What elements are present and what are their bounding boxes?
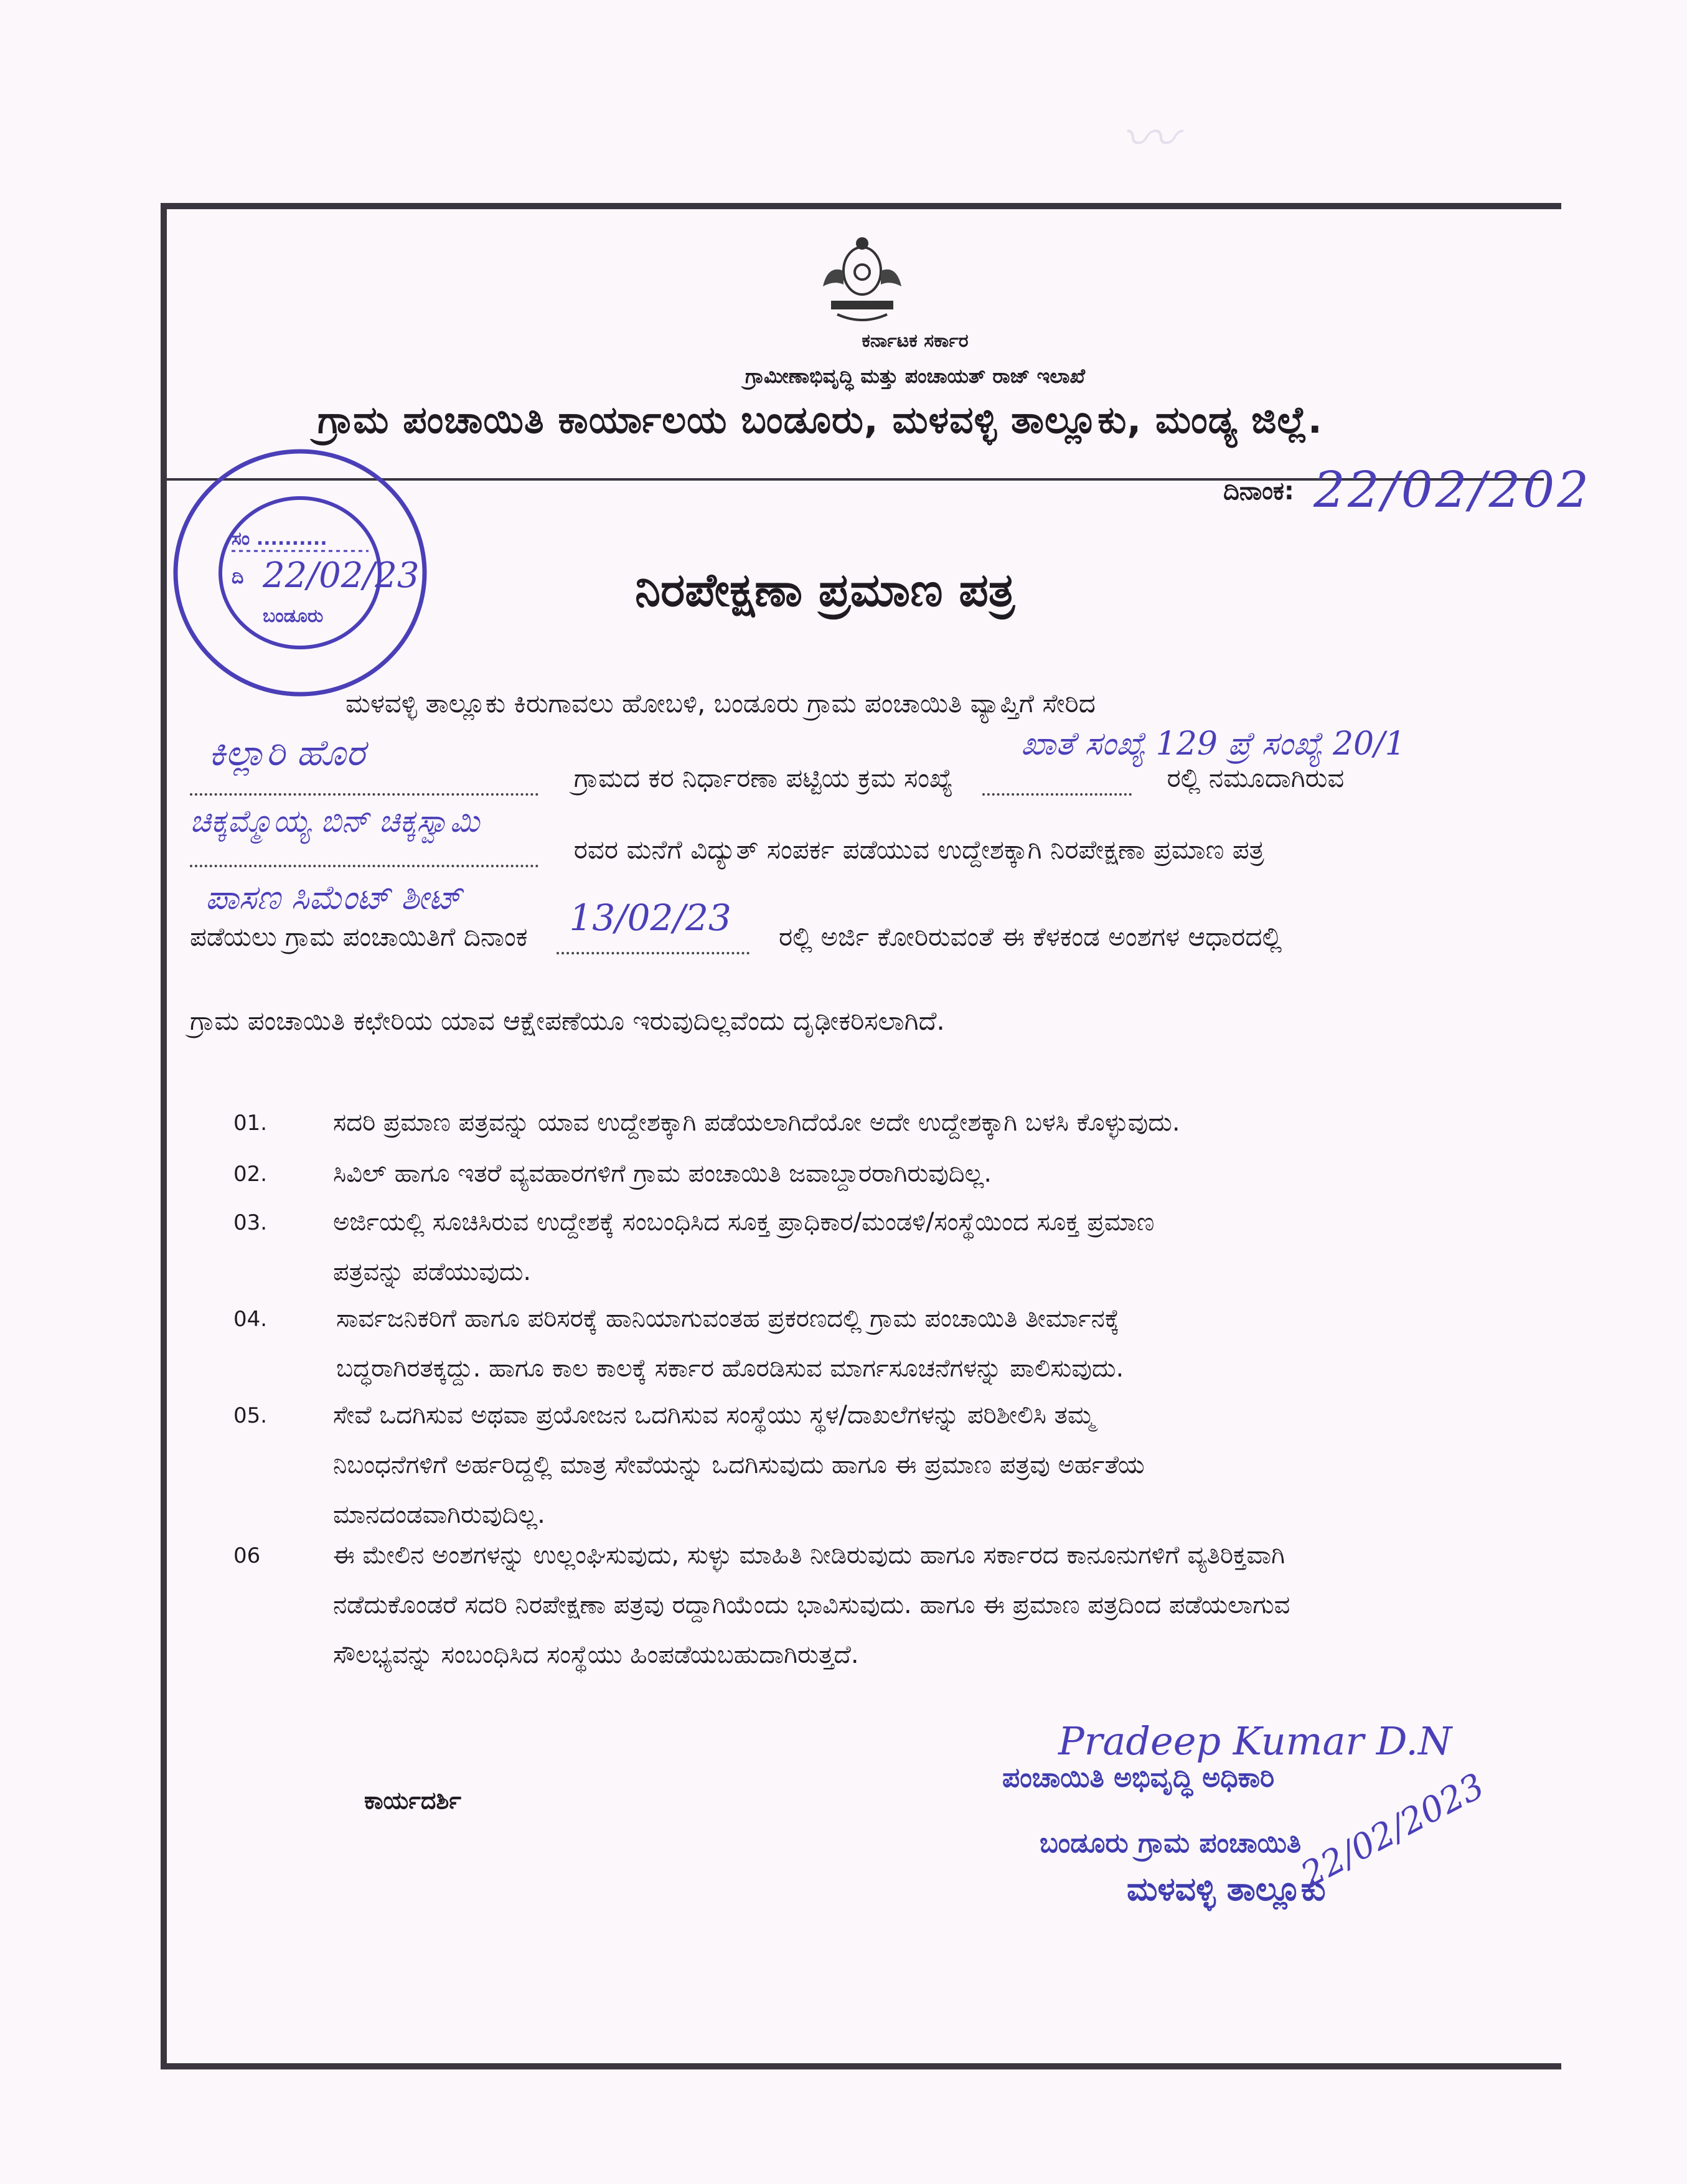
stamp-ref-label: ಸಂ — [232, 528, 250, 550]
department-name: ಗ್ರಾಮೀಣಾಭಿವೃದ್ಧಿ ಮತ್ತು ಪಂಚಾಯತ್ ರಾಜ್ ಇಲಾಖೆ — [745, 364, 1086, 388]
condition-text: ನಡೆದುಕೊಂಡರೆ ಸದರಿ ನಿರಪೇಕ್ಷಣಾ ಪತ್ರವು ರದ್ದಾಗಿಯೆಂದು ಭಾವಿಸುವುದು. ಹಾಗೂ ಈ ಪ್ರಮಾಣ ಪತ್ರದಿಂದ ಪಡೆಯಲಾಗುವ — [333, 1591, 1290, 1619]
owner-name-handwritten: ಚಿಕ್ಕಮ್ಮೊಯ್ಯ ಬಿನ್ ಚಿಕ್ಕಸ್ವಾಮಿ — [190, 803, 480, 839]
condition-number: 04. — [233, 1307, 268, 1332]
body-line-4-end: ರಲ್ಲಿ ಅರ್ಜಿ ಕೋರಿರುವಂತೆ ಈ ಕೆಳಕಂಡ ಅಂಶಗಳ ಆಧಾರದಲ್ಲಿ — [779, 921, 1282, 952]
condition-text: ಬದ್ಧರಾಗಿರತಕ್ಕದ್ದು. ಹಾಗೂ ಕಾಲ ಕಾಲಕ್ಕೆ ಸರ್ಕಾರ ಹೊರಡಿಸುವ ಮಾರ್ಗಸೂಚನೆಗಳನ್ನು ಪಾಲಿಸುವುದು. — [336, 1354, 1124, 1383]
condition-text: ಮಾನದಂಡವಾಗಿರುವುದಿಲ್ಲ. — [333, 1500, 545, 1529]
body-line-2-middle: ಗ್ರಾಮದ ಕರ ನಿರ್ಧಾರಣಾ ಪಟ್ಟಿಯ ಕ್ರಮ ಸಂಖ್ಯೆ — [573, 763, 953, 793]
stamp-date: 22/02/23 — [263, 555, 420, 596]
date-label: ದಿನಾಂಕ: — [1223, 477, 1294, 506]
body-line-5: ಗ್ರಾಮ ಪಂಚಾಯಿತಿ ಕಛೇರಿಯ ಯಾವ ಆಕ್ಷೇಪಣೆಯೂ ಇರುವುದಿಲ್ಲವೆಂದು ದೃಢೀಕರಿಸಲಾಗಿದೆ. — [190, 1005, 945, 1036]
khata-number-handwritten: ಖಾತೆ ಸಂಖ್ಯೆ 129 ಪ್ರೆ ಸಂಖ್ಯೆ 20/1 — [1021, 725, 1406, 763]
signature-seal-line-1: ಪಂಚಾಯಿತಿ ಅಭಿವೃದ್ಧಿ ಅಧಿಕಾರಿ — [1002, 1762, 1275, 1794]
condition-text: ನಿಬಂಧನೆಗಳಿಗೆ ಅರ್ಹರಿದ್ದಲ್ಲಿ ಮಾತ್ರ ಸೇವೆಯನ್ನು ಒದಗಿಸುವುದು ಹಾಗೂ ಈ ಪ್ರಮಾಣ ಪತ್ರವು ಅರ್ಹತೆಯ — [333, 1451, 1145, 1479]
condition-text: ಅರ್ಜಿಯಲ್ಲಿ ಸೂಚಿಸಿರುವ ಉದ್ದೇಶಕ್ಕೆ ಸಂಬಂಧಿಸಿದ ಸೂಕ್ತ ಪ್ರಾಧಿಕಾರ/ಮಂಡಳಿ/ಸಂಸ್ಥೆಯಿಂದ ಸೂಕ್ತ ಪ್ರಮಾಣ — [333, 1208, 1155, 1236]
stamp-place: ಬಂಡೂರು — [263, 605, 324, 627]
karnataka-emblem-icon — [809, 227, 915, 327]
bleed-through-mark: 〰 — [1121, 106, 1177, 172]
signature-seal-line-2: ಬಂಡೂರು ಗ್ರಾಮ ಪಂಚಾಯಿತಿ — [1040, 1827, 1302, 1859]
body-line-4-start: ಪಡೆಯಲು ಗ್ರಾಮ ಪಂಚಾಯಿತಿಗೆ ದಿನಾಂಕ — [190, 921, 528, 952]
secretary-label: ಕಾರ್ಯದರ್ಶಿ — [364, 1787, 461, 1814]
office-title: ಗ್ರಾಮ ಪಂಚಾಯಿತಿ ಕಾರ್ಯಾಲಯ ಬಂಡೂರು, ಮಳವಳ್ಳಿ ತಾಲ್ಲೂಕು, ಮಂಡ್ಯ ಜಿಲ್ಲೆ. — [317, 398, 1323, 442]
condition-text: ಈ ಮೇಲಿನ ಅಂಶಗಳನ್ನು ಉಲ್ಲಂಘಿಸುವುದು, ಸುಳ್ಳು ಮಾಹಿತಿ ನೀಡಿರುವುದು ಹಾಗೂ ಸರ್ಕಾರದ ಕಾನೂನುಗಳಿಗೆ ವ್ಯತಿರಿಕ್ತವಾಗಿ — [333, 1541, 1285, 1570]
signature-date-handwritten: 22/02/2023 — [1294, 1766, 1491, 1896]
condition-number: 06 — [233, 1543, 261, 1568]
condition-number: 02. — [233, 1162, 268, 1187]
signature-seal-line-3: ಮಳವಳ್ಳಿ ತಾಲ್ಲೂಕು — [1127, 1871, 1326, 1908]
condition-text: ಸೇವೆ ಒದಗಿಸುವ ಅಥವಾ ಪ್ರಯೋಜನ ಒದಗಿಸುವ ಸಂಸ್ಥೆಯು ಸ್ಥಳ/ದಾಖಲೆಗಳನ್ನು ಪರಿಶೀಲಿಸಿ ತಮ್ಮ — [333, 1401, 1095, 1429]
body-line-1: ಮಳವಳ್ಳಿ ತಾಲ್ಲೂಕು ಕಿರುಗಾವಲು ಹೋಬಳಿ, ಬಂಡೂರು ಗ್ರಾಮ ಪಂಚಾಯಿತಿ ವ್ಯಾಪ್ತಿಗೆ ಸೇರಿದ — [345, 688, 1096, 718]
condition-number: 01. — [233, 1111, 268, 1136]
certificate-title: ನಿರಪೇಕ್ಷಣಾ ಪ್ರಮಾಣ ಪತ್ರ — [635, 563, 1015, 617]
government-name: ಕರ್ನಾಟಕ ಸರ್ಕಾರ — [862, 330, 969, 352]
body-line-3 — [190, 803, 1264, 867]
body-line-3-end: ರವರ ಮನೆಗೆ ವಿದ್ಯುತ್ ಸಂಪರ್ಕ ಪಡೆಯುವ ಉದ್ದೇಶಕ್ಕಾಗಿ ನಿರಪೇಕ್ಷಣಾ ಪ್ರಮಾಣ ಪತ್ರ — [573, 834, 1264, 865]
condition-number: 03. — [233, 1210, 268, 1235]
application-date-handwritten: 13/02/23 — [569, 897, 731, 939]
condition-number: 05. — [233, 1403, 268, 1428]
body-line-2-end: ರಲ್ಲಿ ನಮೂದಾಗಿರುವ — [1167, 763, 1345, 793]
purpose-handwritten: ಪಾಸಣ ಸಿಮೆಂಟ್ ಶೀಟ್ — [205, 878, 462, 917]
stamp-ref-dots: .......... — [256, 528, 327, 550]
stamp-date-label: ದಿ — [232, 567, 244, 588]
signature-handwritten: Pradeep Kumar D.N — [1058, 1718, 1452, 1764]
date-value: 22/02/202 — [1313, 461, 1592, 519]
condition-text: ಸೌಲಭ್ಯವನ್ನು ಸಂಬಂಧಿಸಿದ ಸಂಸ್ಥೆಯು ಹಿಂಪಡೆಯಬಹುದಾಗಿರುತ್ತದೆ. — [333, 1640, 859, 1669]
condition-text: ಪತ್ರವನ್ನು ಪಡೆಯುವುದು. — [333, 1258, 532, 1286]
condition-text: ಸಿವಿಲ್ ಹಾಗೂ ಇತರೆ ವ್ಯವಹಾರಗಳಿಗೆ ಗ್ರಾಮ ಪಂಚಾಯಿತಿ ಜವಾಬ್ದಾರರಾಗಿರುವುದಿಲ್ಲ. — [333, 1159, 992, 1188]
condition-text: ಸದರಿ ಪ್ರಮಾಣ ಪತ್ರವನ್ನು ಯಾವ ಉದ್ದೇಶಕ್ಕಾಗಿ ಪಡೆಯಲಾಗಿದೆಯೋ ಅದೇ ಉದ್ದೇಶಕ್ಕಾಗಿ ಬಳಸಿ ಕೊಳ್ಳುವುದು. — [333, 1108, 1180, 1137]
village-name-handwritten: ಕಿಲ್ಲಾರಿ ಹೊರ — [209, 732, 365, 774]
office-round-stamp — [163, 436, 456, 710]
condition-text: ಸಾರ್ವಜನಿಕರಿಗೆ ಹಾಗೂ ಪರಿಸರಕ್ಕೆ ಹಾನಿಯಾಗುವಂತಹ ಪ್ರಕರಣದಲ್ಲಿ ಗ್ರಾಮ ಪಂಚಾಯಿತಿ ತೀರ್ಮಾನಕ್ಕೆ — [336, 1304, 1120, 1333]
